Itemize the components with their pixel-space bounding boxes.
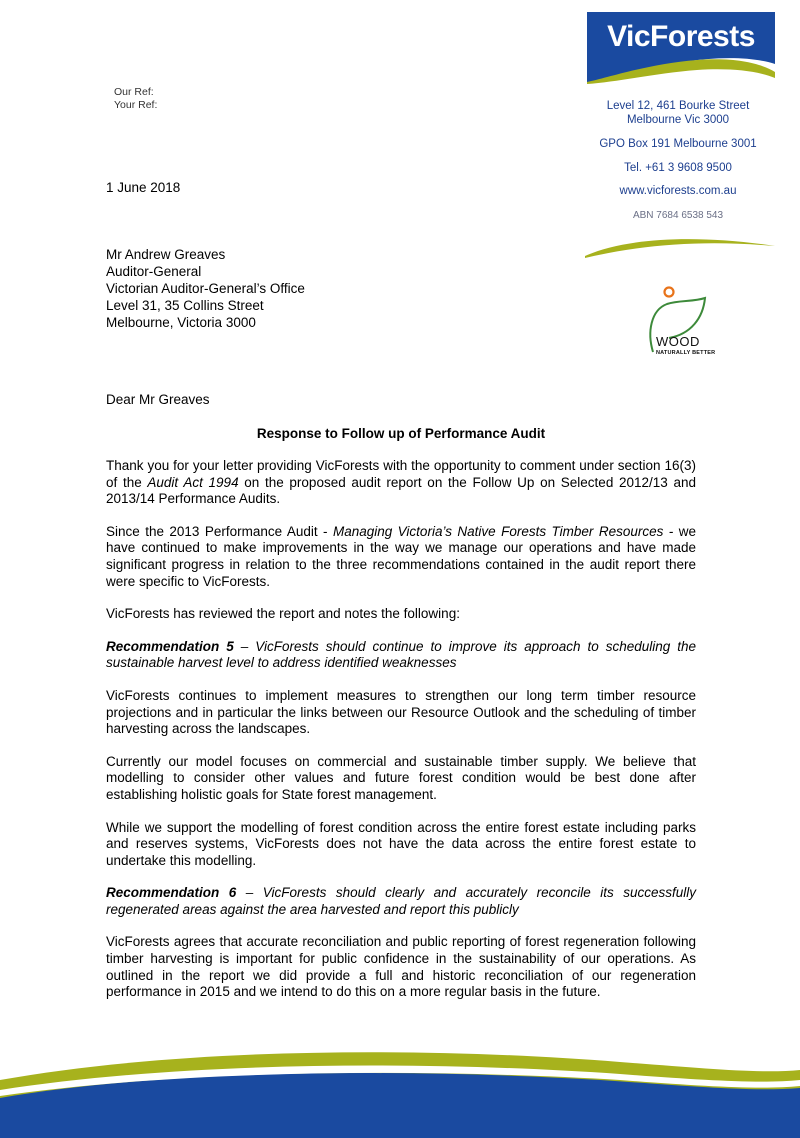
- our-ref-label: Our Ref:: [114, 86, 154, 98]
- recommendation-6: [106, 885, 696, 918]
- recipient-line: Victorian Auditor-General’s Office: [106, 281, 305, 296]
- letter-subject: Response to Follow up of Performance Audit: [256, 426, 546, 441]
- recipient-address: [106, 246, 305, 331]
- website-link[interactable]: www.vicforests.com.au: [619, 185, 737, 197]
- vicforests-logo: [587, 12, 775, 84]
- recommendation-label: Recommendation 5: [106, 638, 234, 654]
- text-run: Since the 2013 Performance Audit -: [106, 523, 333, 539]
- audit-title: Managing Victoria’s Native Forests Timber Resources -: [332, 523, 674, 539]
- logo-brand-text: VicForests: [607, 20, 755, 53]
- recommendation-text: – VicForests should clearly and accurately reconcile its successfully regenerated areas against the area harvested and report this publicly: [106, 885, 696, 917]
- paragraph-measures: VicForests continues to implement measures to strengthen our long term timber resource projections and in particular the links between our Resource Outlook and the scheduling of timber harvesting across the landscapes.: [106, 687, 696, 737]
- reference-block: [114, 86, 157, 112]
- wood-label: WOOD: [656, 334, 700, 349]
- paragraph-support: While we support the modelling of forest condition across the entire forest estate including parks and reserves systems, VicForests does not have the data across the entire forest estate to undertake this modelling.: [106, 819, 696, 868]
- recipient-line: Auditor-General: [106, 264, 202, 279]
- address-line-2: Melbourne Vic 3000: [626, 114, 730, 126]
- recommendation-5: [106, 639, 696, 672]
- act-title: Audit Act 1994: [147, 474, 239, 490]
- recommendation-label: Recommendation 6: [106, 885, 237, 901]
- letter-date: 1 June 2018: [106, 180, 181, 195]
- abn: ABN 7684 6538 543: [632, 210, 724, 221]
- paragraph-since: [106, 524, 696, 590]
- green-swoosh: [585, 230, 775, 260]
- paragraph-intro: [106, 458, 696, 508]
- phone: Tel. +61 3 9608 9500: [624, 162, 732, 174]
- salutation: Dear Mr Greaves: [106, 392, 210, 407]
- recommendation-text: – VicForests should continue to improve its approach to scheduling the sustainable harvest level to address identified weaknesses: [106, 638, 697, 671]
- paragraph-agrees: VicForests agrees that accurate reconciliation and public reporting of forest regeneration following timber harvesting is important for public confidence in the sustainability of our operations. As outlined in the report we did provide a full and historic reconciliation of our regeneration performance in 2015 and we intend to do this on a more regular basis in the future.: [106, 934, 696, 1000]
- paragraph-model: Currently our model focuses on commercial and sustainable timber supply. We believe that modelling to consider other values and future forest condition would be best done after establishing holistic goals for State forest management.: [106, 753, 696, 802]
- text-run: we have continued to make improvements in the way we manage our operations and have made significant progress in relation to the three recommendations contained in the audit report there were specific to VicForests.: [106, 523, 696, 589]
- letter-body: [106, 458, 696, 1017]
- paragraph-reviewed: VicForests has reviewed the report and notes the following:: [106, 606, 460, 622]
- recipient-line: Melbourne, Victoria 3000: [106, 315, 256, 330]
- your-ref-label: Your Ref:: [114, 99, 158, 111]
- wood-tagline: NATURALLY BETTER: [656, 350, 716, 356]
- address-line-1: Level 12, 461 Bourke Street: [606, 100, 750, 112]
- footer-wave: [0, 1040, 800, 1138]
- recipient-line: Mr Andrew Greaves: [106, 247, 226, 262]
- po-box: GPO Box 191 Melbourne 3001: [599, 138, 757, 150]
- text-run: on the proposed audit report on the Follow Up on Selected 2012/13 and 2013/14 Performance Audits.: [106, 474, 697, 507]
- recipient-line: Level 31, 35 Collins Street: [106, 298, 264, 313]
- text-run: Thank you for your letter providing VicForests with the opportunity to comment under section 16(3) of the: [106, 458, 696, 490]
